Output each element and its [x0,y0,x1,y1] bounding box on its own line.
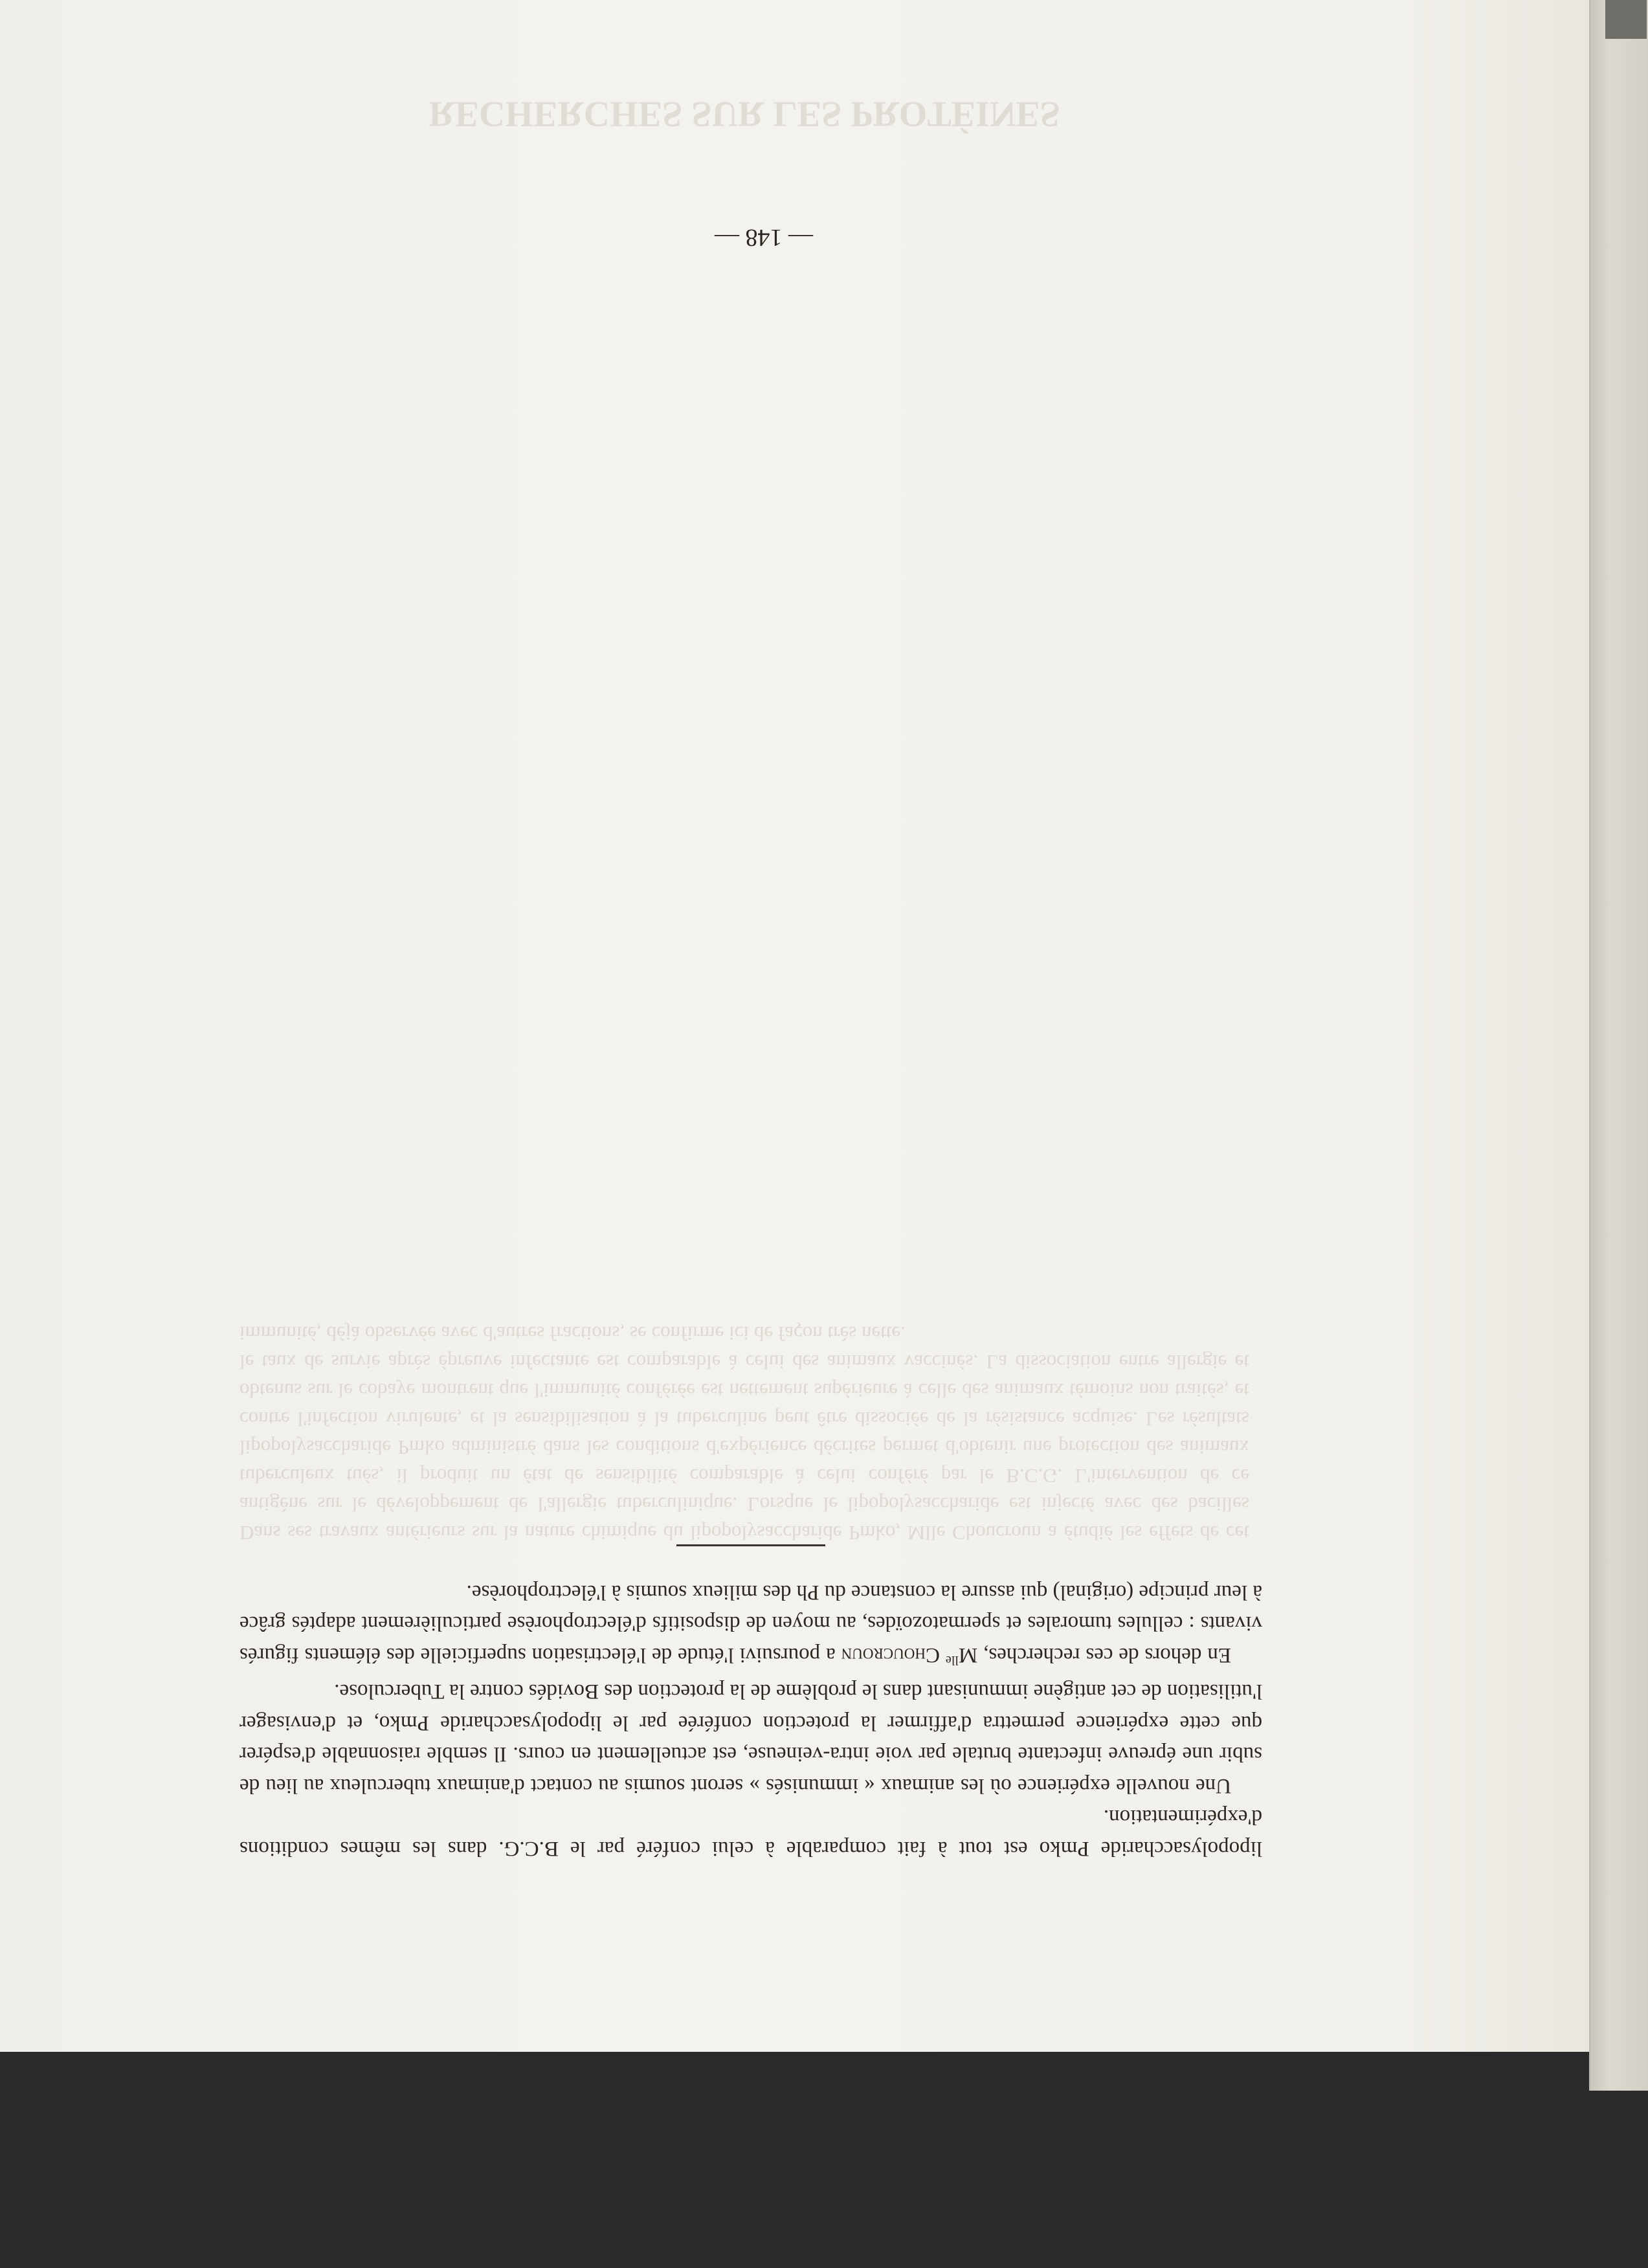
title-superscript: lle [945,1653,959,1667]
paragraph-3 [239,1577,1262,1676]
page-number: — 148 — [715,224,813,251]
paragraph-3-rest: a poursuivi l'étude de l'électrisation superficielle des éléments figurés vivants : cellules tumorales et spermatozoïdes, au moyen de dispositifs d'électrophorèse particulièrement adaptés grâce à leur principe (original) qui assure la constance du Ph des milieux soumis à l'électrophorèse. [239,1581,1262,1667]
page-edge [1589,0,1648,2091]
paragraph-1: lipopolysaccharide Pmko est tout à fait comparable à celui conféré par le B.C.G. dans les mêmes conditions d'expérimentation. [239,1805,1262,1860]
paragraph-3-start: En dehors de ces recherches, M [958,1643,1231,1667]
bleed-through-body: Dans ses travaux antérieurs sur la nature chimique du lipopolysaccharide Pmko, Mlle Choucroun a étudié les effets de cet antigène sur le développement de l'allergie tuberculinique. Lorsque le lipopolysaccharide est injecté avec des bacilles tuberculeux tués, il produit un état de sensibilité comparable à celui conféré par le B.C.G. L'intervention de ce lipopolysaccharide Pmko administré dans les conditions d'expérience décrites permet d'obtenir une protection des animaux contre l'infection virulente, et la sensibilisation à la tuberculine peut être dissociée de la résistance acquise. Les résultats obtenus sur le cobaye montrent que l'immunité conférée est nettement supérieure à celle des animaux témoins non traités, et le taux de survie après épreuve infectante est comparable à celui des animaux vaccinés. La dissociation entre allergie et immunité, déjà observée avec d'autres fractions, se confirme ici de façon très nette. [239,1322,1249,1544]
bleed-through-title: RECHERCHES SUR LES PROTÉINES [429,94,1060,134]
section-divider [676,1545,825,1547]
page-content [239,246,1262,1864]
corner-shadow [1605,0,1647,39]
author-name: Choucroun [841,1643,946,1667]
paragraph-2: Une nouvelle expérience où les animaux « immunisés » seront soumis au contact d'animaux tuberculeux au lieu de subir une épreuve infectante brutale par voie intra-veineuse, est actuellement en cours. Il semble raisonnable d'espérer que cette expérience permettra d'affirmer la protection conférée par le lipopolysaccharide Pmko, et d'envisager l'utilisation de cet antigène immunisant dans le problème de la protection des Bovidés contre la Tuberculose. [239,1680,1262,1797]
